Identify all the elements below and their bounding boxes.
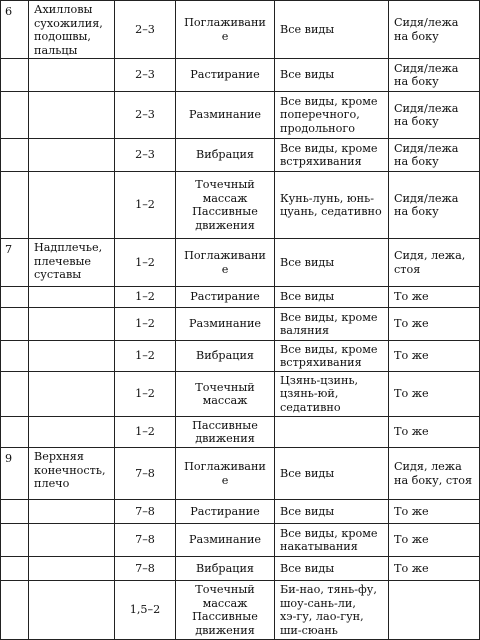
table-row [1,308,480,341]
cell-text: 2–3 [135,68,155,82]
body-region-cell [29,500,115,524]
minutes-cell [115,557,176,581]
row-number-cell [1,372,29,417]
position-cell [389,239,480,287]
technique-cell [176,1,275,59]
position-cell [389,341,480,372]
cell-text: Разминание [188,108,262,122]
cell-text: Все виды [280,466,335,480]
cell-text: 1–2 [135,387,155,401]
variant-cell [275,417,389,448]
technique-cell [176,448,275,500]
minutes-cell [115,500,176,524]
body-region-cell [29,372,115,417]
cell-text: Верхняя конечность, плечо [34,450,106,490]
table-body [1,1,480,640]
cell-text: Все виды [280,68,335,82]
variant-cell [275,372,389,417]
row-number-cell [1,92,29,139]
cell-text: Кунь-лунь, юнь- цуань, седативно [280,191,382,218]
cell-text: Все виды [280,255,335,269]
position-cell [389,287,480,308]
cell-text: Все виды [280,290,335,304]
cell-text: Растирание [190,504,260,518]
row-number-cell [1,1,29,59]
position-cell [389,500,480,524]
body-region-cell [29,1,115,59]
cell-text: Сидя/лежа на боку [394,191,459,218]
table-row [1,1,480,59]
position-cell [389,308,480,341]
variant-cell [275,92,389,139]
technique-cell [176,372,275,417]
cell-text: 7–8 [135,466,155,480]
cell-text: 2–3 [135,148,155,162]
variant-cell [275,581,389,640]
cell-text: Вибрация [196,349,254,363]
minutes-cell [115,448,176,500]
cell-text: Поглаживание [184,16,266,43]
table-row [1,341,480,372]
cell-text: 1,5–2 [129,603,161,617]
position-cell [389,372,480,417]
cell-text: 1–2 [135,317,155,331]
cell-text: Поглаживание [184,249,266,276]
cell-text: Сидя/лежа на боку [394,101,459,128]
table-row [1,139,480,172]
minutes-cell [115,59,176,92]
table-row [1,448,480,500]
technique-cell [176,239,275,287]
cell-text: То же [394,349,429,363]
variant-cell [275,308,389,341]
cell-text: 7–8 [135,533,155,547]
cell-text: Би-нао, тянь-фу, шоу-сань-ли, хэ-гу, лао-гун, ши-сюань [280,583,377,637]
body-region-cell [29,341,115,372]
technique-cell [176,59,275,92]
body-region-cell [29,92,115,139]
technique-cell [176,92,275,139]
technique-cell [176,139,275,172]
cell-text: Все виды, кроме валяния [280,310,378,337]
variant-cell [275,1,389,59]
table-row [1,92,480,139]
body-region-cell [29,308,115,341]
table-row [1,372,480,417]
cell-text: 2–3 [135,22,155,36]
minutes-cell [115,139,176,172]
variant-cell [275,172,389,239]
cell-text: Точечный массаж Пассивные движения [192,583,258,637]
technique-cell [176,341,275,372]
body-region-cell [29,557,115,581]
minutes-cell [115,308,176,341]
cell-text: Все виды, кроме поперечного, продольного [280,94,378,135]
minutes-cell [115,417,176,448]
cell-text: То же [394,504,429,518]
row-number-cell [1,172,29,239]
variant-cell [275,341,389,372]
row-number-cell [1,287,29,308]
cell-text: Все виды [280,504,335,518]
cell-text: То же [394,317,429,331]
row-number-cell [1,524,29,557]
cell-text: Все виды, кроме накатывания [280,526,378,553]
cell-text: 7–8 [135,504,155,518]
body-region-cell [29,417,115,448]
row-number-cell [1,239,29,287]
body-region-cell [29,239,115,287]
minutes-cell [115,239,176,287]
technique-cell [176,287,275,308]
cell-text: 1–2 [135,349,155,363]
cell-text: 9 [5,452,13,465]
row-number-cell [1,448,29,500]
minutes-cell [115,172,176,239]
minutes-cell [115,341,176,372]
table-row [1,524,480,557]
cell-text: Цзянь-цзинь, цзянь-юй, седативно [280,373,359,414]
table-row [1,581,480,640]
row-number-cell [1,417,29,448]
body-region-cell [29,581,115,640]
row-number-cell [1,500,29,524]
cell-text: 6 [5,5,13,18]
technique-cell [176,581,275,640]
cell-text: Разминание [188,317,262,331]
minutes-cell [115,524,176,557]
technique-cell [176,417,275,448]
table-row [1,239,480,287]
row-number-cell [1,139,29,172]
variant-cell [275,557,389,581]
technique-cell [176,172,275,239]
table-row [1,59,480,92]
cell-text: Растирание [190,68,260,82]
body-region-cell [29,524,115,557]
position-cell [389,59,480,92]
technique-cell [176,500,275,524]
minutes-cell [115,287,176,308]
table-row [1,287,480,308]
minutes-cell [115,581,176,640]
position-cell [389,524,480,557]
technique-cell [176,557,275,581]
row-number-cell [1,581,29,640]
cell-text: То же [394,533,429,547]
body-region-cell [29,448,115,500]
minutes-cell [115,372,176,417]
variant-cell [275,59,389,92]
position-cell [389,139,480,172]
position-cell [389,417,480,448]
minutes-cell [115,1,176,59]
variant-cell [275,500,389,524]
table-row [1,172,480,239]
body-region-cell [29,59,115,92]
position-cell [389,1,480,59]
row-number-cell [1,341,29,372]
cell-text: Разминание [188,533,262,547]
body-region-cell [29,287,115,308]
cell-text: Все виды [280,22,335,36]
row-number-cell [1,557,29,581]
cell-text: Вибрация [196,561,254,575]
cell-text: 1–2 [135,290,155,304]
variant-cell [275,448,389,500]
table-row [1,417,480,448]
cell-text: Все виды, кроме встряхивания [280,342,378,369]
position-cell [389,92,480,139]
row-number-cell [1,59,29,92]
table-row [1,500,480,524]
cell-text: То же [394,561,429,575]
cell-text: То же [394,290,429,304]
cell-text: То же [394,425,429,439]
body-region-cell [29,139,115,172]
variant-cell [275,139,389,172]
cell-text: Точечный массаж Пассивные движения [192,178,258,232]
cell-text: Растирание [190,290,260,304]
table-row [1,557,480,581]
body-region-cell [29,172,115,239]
cell-text: 7 [5,243,13,256]
technique-cell [176,308,275,341]
cell-text: То же [394,387,429,401]
cell-text: Точечный массаж [195,380,255,407]
minutes-cell [115,92,176,139]
cell-text: 2–3 [135,108,155,122]
variant-cell [275,287,389,308]
position-cell [389,172,480,239]
cell-text: Сидя/лежа на боку [394,16,459,43]
technique-cell [176,524,275,557]
cell-text: 1–2 [135,255,155,269]
variant-cell [275,524,389,557]
cell-text: Все виды, кроме встряхивания [280,141,378,168]
cell-text: Все виды [280,561,335,575]
cell-text: Пассивные движения [192,418,258,445]
cell-text: Сидя, лежа на боку, стоя [394,460,473,487]
cell-text: Ахилловы сухожилия, подошвы, пальцы [34,3,103,57]
cell-text: Поглаживание [184,460,266,487]
cell-text: 7–8 [135,561,155,575]
variant-cell [275,239,389,287]
cell-text: 1–2 [135,425,155,439]
cell-text: Сидя/лежа на боку [394,61,459,88]
cell-text: Сидя/лежа на боку [394,141,459,168]
cell-text: Сидя, лежа, стоя [394,249,466,276]
cell-text: Надплечье, плечевые суставы [34,241,103,281]
position-cell [389,557,480,581]
cell-text: Вибрация [196,148,254,162]
position-cell [389,448,480,500]
cell-text: 1–2 [135,198,155,212]
row-number-cell [1,308,29,341]
position-cell [389,581,480,640]
